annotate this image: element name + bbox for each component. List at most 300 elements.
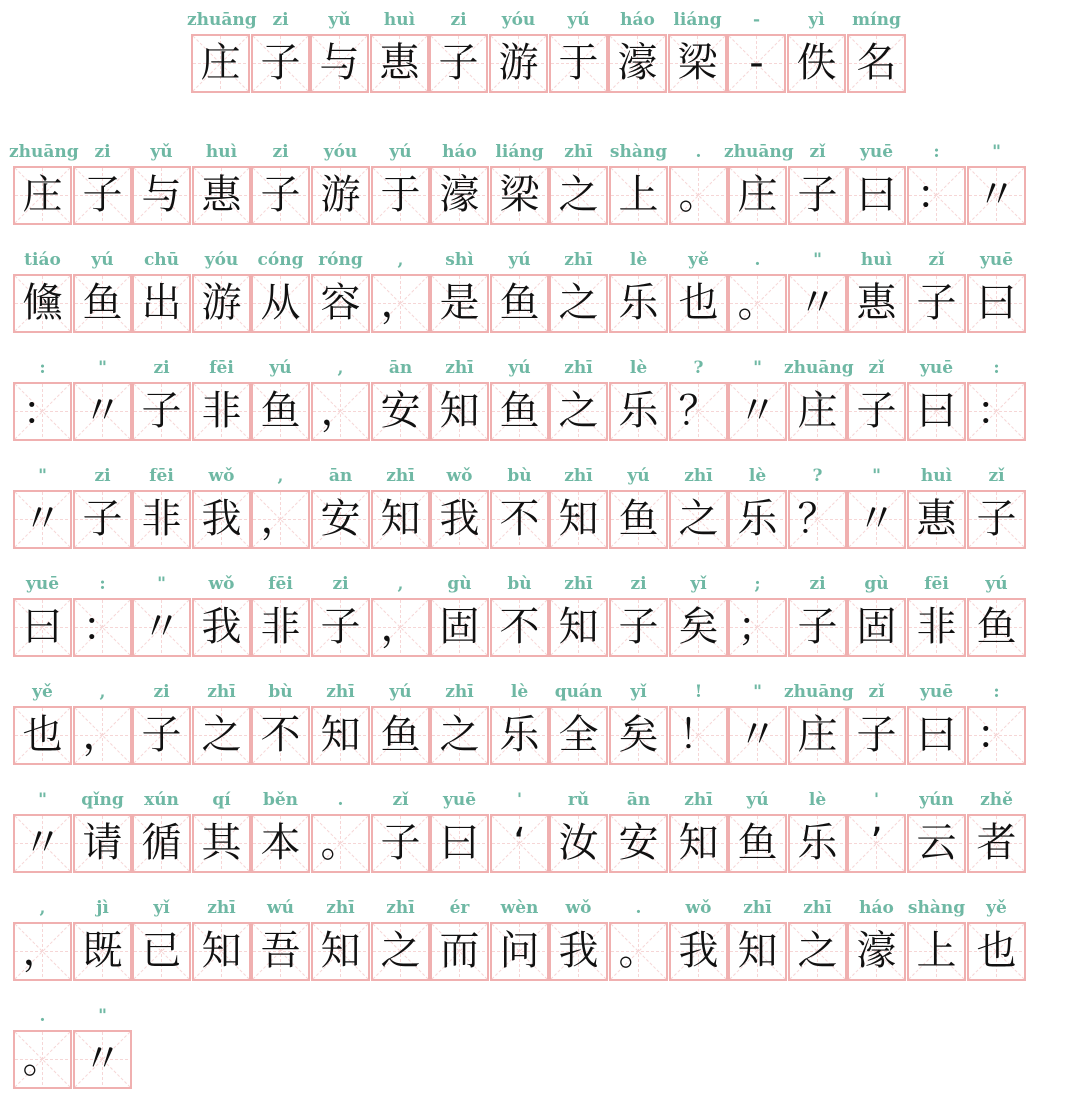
hanzi-character: 子 [141,712,182,758]
pinyin-label: róng [318,250,363,270]
hanzi-character: 乐 [618,388,659,434]
tianzige-box [609,922,668,981]
hanzi-character: 。 [22,1036,63,1082]
pinyin-label: ān [328,466,353,486]
tianzige-box [490,382,549,441]
tianzige-box [251,274,310,333]
pinyin-label: shàng [609,142,668,162]
tianzige-box [549,922,608,981]
tianzige-box [788,382,847,441]
hanzi-character: 容 [320,280,361,326]
pinyin-label: lè [808,790,827,810]
hanzi-character: ， [82,712,123,758]
tianzige-box [13,814,72,873]
pinyin-label: zhī [445,682,474,702]
tianzige-box [490,274,549,333]
tianzige-box [311,814,370,873]
hanzi-character: 子 [797,604,838,650]
tianzige-box [132,814,191,873]
pinyin-label: xún [144,790,179,810]
pinyin-label: yóu [501,10,536,30]
hanzi-character: 也 [678,280,719,326]
pinyin-label: , [337,358,344,378]
pinyin-label: gù [864,574,889,594]
tianzige-box [847,814,906,873]
pinyin-label: yuē [25,574,60,594]
pinyin-label: wǒ [208,574,235,594]
hanzi-character: 既 [82,928,123,974]
hanzi-character: 之 [797,928,838,974]
hanzi-character: 庄 [200,40,241,86]
tianzige-box [251,166,310,225]
pinyin-label: lè [629,358,648,378]
pinyin-label: zhuāng [784,682,854,702]
pinyin-label: zhī [207,898,236,918]
tianzige-box [847,34,906,93]
pinyin-label: zi [153,682,170,702]
hanzi-character: 名 [856,40,897,86]
pinyin-label: . [39,1006,46,1026]
hanzi-character: 子 [260,40,301,86]
pinyin-label: yǐ [153,898,170,918]
hanzi-character: 我 [558,928,599,974]
hanzi-character: ！ [678,712,719,758]
tianzige-box [191,34,250,93]
hanzi-character: ： [916,172,957,218]
tianzige-box [967,814,1026,873]
hanzi-character: 者 [976,820,1017,866]
pinyin-label: fēi [209,358,234,378]
tianzige-box [371,382,430,441]
pinyin-label: zi [332,574,349,594]
tianzige-box [728,166,787,225]
hanzi-character: ？ [678,388,719,434]
hanzi-character: 子 [438,40,479,86]
hanzi-character: 我 [201,604,242,650]
hanzi-character: 曰 [856,172,897,218]
tianzige-box [73,490,132,549]
tianzige-box [371,166,430,225]
tianzige-box [430,598,489,657]
tianzige-box [311,598,370,657]
tianzige-box [549,598,608,657]
tianzige-box [728,382,787,441]
hanzi-character: 不 [260,712,301,758]
hanzi-character: 知 [320,928,361,974]
hanzi-character: 佚 [796,40,837,86]
hanzi-character: ’ [870,820,883,866]
tianzige-box [907,814,966,873]
pinyin-label: yú [508,250,531,270]
pinyin-label: zi [450,10,467,30]
pinyin-label: huì [205,142,238,162]
hanzi-character: 非 [201,388,242,434]
tianzige-box [73,706,132,765]
tianzige-box [549,382,608,441]
tianzige-box [73,814,132,873]
tianzige-box [728,598,787,657]
tianzige-box [549,166,608,225]
hanzi-character: 全 [558,712,599,758]
tianzige-box [13,166,72,225]
pinyin-label: cóng [257,250,304,270]
pinyin-label: yǐ [630,682,647,702]
pinyin-label: zhī [207,682,236,702]
pinyin-label: wǒ [208,466,235,486]
tianzige-box [73,274,132,333]
tianzige-box [371,490,430,549]
hanzi-character: 。 [320,820,361,866]
tianzige-box [430,166,489,225]
pinyin-label: yǔ [150,142,173,162]
hanzi-character: 知 [737,928,778,974]
pinyin-label: " [38,466,47,486]
pinyin-label: yě [986,898,1007,918]
hanzi-character: 子 [260,172,301,218]
pinyin-label: yóu [204,250,239,270]
hanzi-character: 也 [976,928,1017,974]
hanzi-character: 〃 [22,820,63,866]
hanzi-character: 〃 [737,388,778,434]
hanzi-character: 曰 [916,388,957,434]
tianzige-box [847,274,906,333]
pinyin-label: fēi [149,466,174,486]
tianzige-box [907,382,966,441]
pinyin-label: . [337,790,344,810]
pinyin-label: yě [688,250,709,270]
tianzige-box [609,598,668,657]
hanzi-character: 之 [558,172,599,218]
hanzi-character: 子 [856,712,897,758]
tianzige-box [788,490,847,549]
hanzi-character: 庄 [737,172,778,218]
tianzige-box [311,490,370,549]
pinyin-label: yuē [442,790,477,810]
tianzige-box [251,706,310,765]
hanzi-character: 乐 [618,280,659,326]
pinyin-label: liáng [495,142,544,162]
hanzi-character: 鱼 [260,388,301,434]
tianzige-box [609,814,668,873]
hanzi-character: 鱼 [380,712,421,758]
pinyin-label: " [872,466,881,486]
pinyin-label: wǒ [685,898,712,918]
pinyin-label: zhuāng [187,10,257,30]
tianzige-box [192,922,251,981]
pinyin-label: wú [267,898,294,918]
tianzige-box [490,598,549,657]
pinyin-label: zi [272,10,289,30]
pinyin-label: zi [153,358,170,378]
hanzi-character: 〃 [82,388,123,434]
hanzi-character: 乐 [499,712,540,758]
pinyin-label: zǐ [392,790,409,810]
pinyin-label: quán [554,682,603,702]
hanzi-character: ， [380,604,421,650]
tianzige-box [371,814,430,873]
hanzi-character: 矣 [618,712,659,758]
tianzige-box [728,490,787,549]
tianzige-box [728,814,787,873]
hanzi-character: 其 [201,820,242,866]
hanzi-character: 子 [82,496,123,542]
tianzige-box [490,922,549,981]
tianzige-box [132,922,191,981]
hanzi-character: - [749,40,764,86]
tianzige-box [609,274,668,333]
tianzige-box [371,598,430,657]
tianzige-box [371,274,430,333]
tianzige-box [251,34,310,93]
tianzige-box [430,922,489,981]
hanzi-character: 曰 [439,820,480,866]
hanzi-character: ： [82,604,123,650]
hanzi-character: 请 [82,820,123,866]
pinyin-label: " [38,790,47,810]
tianzige-box [907,490,966,549]
pinyin-label: wèn [500,898,539,918]
hanzi-character: 出 [141,280,182,326]
pinyin-label: wǒ [565,898,592,918]
hanzi-character: 惠 [379,40,420,86]
tianzige-box [192,598,251,657]
hanzi-character: 安 [380,388,421,434]
pinyin-label: ! [694,682,703,702]
tianzige-box [490,490,549,549]
hanzi-character: 子 [797,172,838,218]
tianzige-box [310,34,369,93]
pinyin-label: - [752,10,761,30]
pinyin-label: qí [212,790,231,810]
tianzige-box [609,166,668,225]
hanzi-character: 于 [558,40,599,86]
tianzige-box [192,166,251,225]
hanzi-character: 乐 [737,496,778,542]
hanzi-character: 。 [618,928,659,974]
pinyin-label: huì [860,250,893,270]
pinyin-label: " [753,358,762,378]
tianzige-box [251,490,310,549]
pinyin-label: yú [985,574,1008,594]
hanzi-character: 庄 [797,388,838,434]
tianzige-box [609,490,668,549]
tianzige-box [132,166,191,225]
hanzi-character: 而 [439,928,480,974]
hanzi-character: ？ [797,496,838,542]
tianzige-box [13,1030,72,1089]
tianzige-box [192,274,251,333]
hanzi-character: 子 [320,604,361,650]
pinyin-label: . [635,898,642,918]
hanzi-character: 乐 [797,820,838,866]
tianzige-box [73,1030,132,1089]
pinyin-label: zi [809,574,826,594]
tianzige-box [13,922,72,981]
hanzi-character: 非 [141,496,182,542]
pinyin-label: ' [516,790,523,810]
pinyin-label: zhī [803,898,832,918]
pinyin-label: yuē [919,682,954,702]
hanzi-character: 之 [558,280,599,326]
tianzige-box [251,814,310,873]
hanzi-character: 儵 [22,280,63,326]
hanzi-character: ‘ [513,820,526,866]
tianzige-box [669,922,728,981]
pinyin-label: yú [508,358,531,378]
hanzi-character: 鱼 [499,388,540,434]
pinyin-label: yuē [919,358,954,378]
hanzi-character: 非 [260,604,301,650]
tianzige-box [371,706,430,765]
tianzige-box [967,166,1026,225]
hanzi-character: 知 [558,496,599,542]
tianzige-box [73,382,132,441]
hanzi-character: 子 [82,172,123,218]
hanzi-character: 〃 [22,496,63,542]
pinyin-label: shì [445,250,474,270]
pinyin-label: háo [620,10,655,30]
pinyin-label: zhī [326,682,355,702]
tianzige-box [669,274,728,333]
pinyin-label: , [397,250,404,270]
hanzi-character: 知 [201,928,242,974]
hanzi-character: 本 [260,820,301,866]
hanzi-character: ， [22,928,63,974]
hanzi-character: 鱼 [499,280,540,326]
hanzi-character: 游 [320,172,361,218]
hanzi-character: 惠 [201,172,242,218]
pinyin-label: yóu [323,142,358,162]
pinyin-label: míng [852,10,901,30]
hanzi-character: 已 [141,928,182,974]
tianzige-box [728,706,787,765]
pinyin-label: zi [94,466,111,486]
hanzi-character: 吾 [260,928,301,974]
tianzige-box [13,490,72,549]
tianzige-box [847,598,906,657]
pinyin-label: huì [383,10,416,30]
pinyin-label: rǔ [567,790,590,810]
tianzige-box [788,922,847,981]
tianzige-box [907,598,966,657]
tianzige-box [132,274,191,333]
tianzige-box [967,922,1026,981]
pinyin-label: zhuāng [9,142,79,162]
pinyin-label: zhī [684,790,713,810]
hanzi-character: 。 [737,280,778,326]
hanzi-character: 知 [320,712,361,758]
tianzige-box [669,598,728,657]
hanzi-character: 知 [439,388,480,434]
hanzi-character: 惠 [916,496,957,542]
hanzi-character: 安 [320,496,361,542]
pinyin-label: zi [272,142,289,162]
tianzige-box [728,274,787,333]
tianzige-box [549,34,608,93]
pinyin-label: yú [269,358,292,378]
pinyin-label: zhī [564,574,593,594]
hanzi-character: 曰 [22,604,63,650]
hanzi-character: ： [976,388,1017,434]
pinyin-label: zhuāng [784,358,854,378]
tianzige-box [192,814,251,873]
pinyin-label: jì [96,898,109,918]
hanzi-character: 〃 [976,172,1017,218]
pinyin-label: fēi [268,574,293,594]
tianzige-box [669,382,728,441]
tianzige-box [429,34,488,93]
pinyin-label: lè [510,682,529,702]
hanzi-character: 安 [618,820,659,866]
hanzi-character: 濠 [617,40,658,86]
tianzige-box [311,382,370,441]
hanzi-character: 问 [499,928,540,974]
hanzi-character: 子 [856,388,897,434]
hanzi-character: 鱼 [82,280,123,326]
tianzige-box [788,274,847,333]
pinyin-label: zhī [445,358,474,378]
tianzige-box [967,274,1026,333]
tianzige-box [788,598,847,657]
pinyin-label: yǐ [690,574,707,594]
tianzige-box [192,382,251,441]
hanzi-character: 〃 [856,496,897,542]
hanzi-character: 梁 [499,172,540,218]
pinyin-label: zǐ [868,682,885,702]
pinyin-label: zhī [684,466,713,486]
hanzi-character: 曰 [976,280,1017,326]
hanzi-character: ； [737,604,778,650]
pinyin-label: , [397,574,404,594]
pinyin-label: : [39,358,46,378]
hanzi-character: 濠 [856,928,897,974]
tianzige-box [549,274,608,333]
tianzige-box [490,166,549,225]
pinyin-label: , [39,898,46,918]
pinyin-label: yú [389,142,412,162]
hanzi-character: 于 [380,172,421,218]
tianzige-box [430,814,489,873]
tianzige-box [847,166,906,225]
pinyin-label: ? [812,466,823,486]
tianzige-box [847,706,906,765]
pinyin-label: zhī [564,142,593,162]
tianzige-box [13,706,72,765]
hanzi-character: 固 [856,604,897,650]
pinyin-label: . [695,142,702,162]
pinyin-label: bù [507,574,532,594]
pinyin-label: ; [754,574,761,594]
tianzige-box [609,382,668,441]
tianzige-box [549,814,608,873]
pinyin-label: yú [91,250,114,270]
pinyin-label: bù [268,682,293,702]
hanzi-character: 鱼 [737,820,778,866]
pinyin-label: yú [389,682,412,702]
pinyin-label: yuē [979,250,1014,270]
pinyin-label: wǒ [446,466,473,486]
tianzige-box [727,34,786,93]
tianzige-box [788,814,847,873]
hanzi-character: 汝 [558,820,599,866]
hanzi-character: 与 [319,40,360,86]
hanzi-character: 固 [439,604,480,650]
tianzige-box [609,706,668,765]
hanzi-character: 庄 [797,712,838,758]
tianzige-box [370,34,429,93]
hanzi-character: 子 [141,388,182,434]
pinyin-label: . [754,250,761,270]
